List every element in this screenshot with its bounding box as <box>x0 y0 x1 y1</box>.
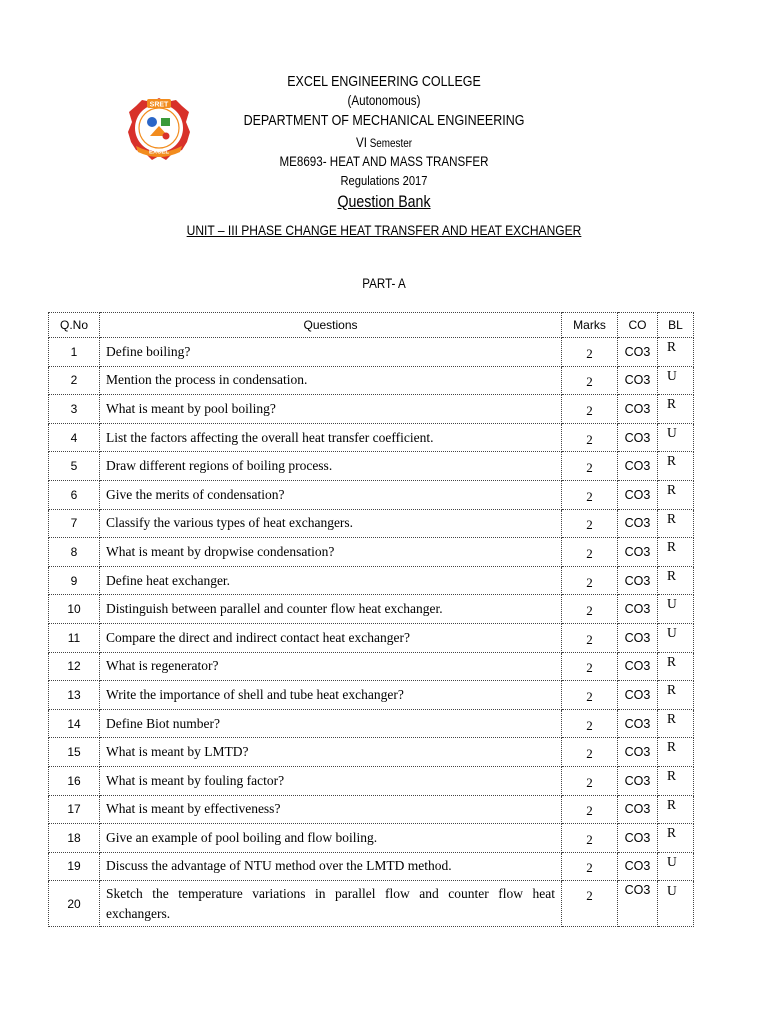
question-text: Mention the process in condensation. <box>100 366 562 395</box>
table-row <box>49 881 694 927</box>
question-co: CO3 <box>618 623 658 652</box>
question-text: Define Biot number? <box>100 709 562 738</box>
question-marks: 2 <box>562 852 618 881</box>
table-row <box>49 652 694 681</box>
question-bl: U <box>658 423 694 452</box>
question-text: Sketch the temperature variations in parallel flow and counter flow heat exchangers. <box>100 881 562 927</box>
question-co: CO3 <box>618 338 658 367</box>
question-bl: R <box>658 452 694 481</box>
table-row <box>49 852 694 881</box>
question-bl: R <box>658 566 694 595</box>
question-number: 19 <box>49 852 100 881</box>
question-text: What is meant by fouling factor? <box>100 766 562 795</box>
question-marks: 2 <box>562 795 618 824</box>
question-co: CO3 <box>618 681 658 710</box>
question-text: What is meant by effectiveness? <box>100 795 562 824</box>
question-text: What is meant by dropwise condensation? <box>100 538 562 567</box>
question-number: 4 <box>49 423 100 452</box>
question-marks: 2 <box>562 452 618 481</box>
question-bl: R <box>658 509 694 538</box>
question-marks: 2 <box>562 595 618 624</box>
question-text: What is meant by LMTD? <box>100 738 562 767</box>
question-marks: 2 <box>562 881 618 927</box>
question-number: 5 <box>49 452 100 481</box>
table-row <box>49 452 694 481</box>
question-bl: U <box>658 595 694 624</box>
semester-number: VI <box>355 135 367 150</box>
course-title: ME8693- HEAT AND MASS TRANSFER <box>279 154 489 169</box>
question-co: CO3 <box>618 509 658 538</box>
unit-title: UNIT – III PHASE CHANGE HEAT TRANSFER AND HEAT EXCHANGER <box>186 222 582 238</box>
table-row <box>49 480 694 509</box>
autonomous-label: (Autonomous) <box>347 93 421 108</box>
table-row <box>49 681 694 710</box>
question-number: 10 <box>49 595 100 624</box>
question-co: CO3 <box>618 881 658 927</box>
logo-globe-icon <box>147 117 157 127</box>
question-text: List the factors affecting the overall heat transfer coefficient. <box>100 423 562 452</box>
question-text: Compare the direct and indirect contact heat exchanger? <box>100 623 562 652</box>
question-co: CO3 <box>618 395 658 424</box>
question-number: 11 <box>49 623 100 652</box>
question-number: 2 <box>49 366 100 395</box>
question-marks: 2 <box>562 652 618 681</box>
question-bl: U <box>658 852 694 881</box>
question-marks: 2 <box>562 824 618 853</box>
question-text: Give the merits of condensation? <box>100 480 562 509</box>
question-bl: R <box>658 480 694 509</box>
question-co: CO3 <box>618 480 658 509</box>
question-co: CO3 <box>618 652 658 681</box>
header-questions: Questions <box>100 313 562 338</box>
table-row <box>49 366 694 395</box>
table-row <box>49 395 694 424</box>
table-row <box>49 738 694 767</box>
question-marks: 2 <box>562 738 618 767</box>
question-co: CO3 <box>618 423 658 452</box>
question-bl: R <box>658 766 694 795</box>
question-marks: 2 <box>562 480 618 509</box>
question-co: CO3 <box>618 538 658 567</box>
question-marks: 2 <box>562 509 618 538</box>
question-text: What is regenerator? <box>100 652 562 681</box>
table-row <box>49 824 694 853</box>
semester-word: Semester <box>366 138 413 150</box>
question-text: Draw different regions of boiling process. <box>100 452 562 481</box>
question-table <box>48 312 694 927</box>
table-row <box>49 623 694 652</box>
question-co: CO3 <box>618 766 658 795</box>
question-marks: 2 <box>562 766 618 795</box>
table-header-row <box>49 313 694 338</box>
question-bl: U <box>658 366 694 395</box>
question-bl: R <box>658 395 694 424</box>
college-logo <box>124 96 194 162</box>
question-bl: U <box>658 881 694 927</box>
part-label: PART- A <box>362 276 406 291</box>
question-marks: 2 <box>562 338 618 367</box>
question-number: 7 <box>49 509 100 538</box>
question-bl: R <box>658 681 694 710</box>
table-row <box>49 595 694 624</box>
question-marks: 2 <box>562 709 618 738</box>
question-bl: R <box>658 738 694 767</box>
question-co: CO3 <box>618 595 658 624</box>
question-co: CO3 <box>618 824 658 853</box>
question-bl: R <box>658 795 694 824</box>
question-marks: 2 <box>562 395 618 424</box>
question-number: 14 <box>49 709 100 738</box>
question-text: Distinguish between parallel and counter flow heat exchanger. <box>100 595 562 624</box>
question-marks: 2 <box>562 538 618 567</box>
logo-gear-icon <box>163 133 170 140</box>
question-number: 13 <box>49 681 100 710</box>
question-co: CO3 <box>618 852 658 881</box>
college-name: EXCEL ENGINEERING COLLEGE <box>287 74 481 90</box>
table-row <box>49 538 694 567</box>
question-number: 9 <box>49 566 100 595</box>
question-number: 1 <box>49 338 100 367</box>
question-text: Define heat exchanger. <box>100 566 562 595</box>
header-marks: Marks <box>562 313 618 338</box>
question-marks: 2 <box>562 623 618 652</box>
question-bl: R <box>658 709 694 738</box>
question-bl: R <box>658 824 694 853</box>
question-co: CO3 <box>618 709 658 738</box>
question-text: Classify the various types of heat exchangers. <box>100 509 562 538</box>
regulations-label: Regulations 2017 <box>340 173 428 188</box>
question-marks: 2 <box>562 681 618 710</box>
question-co: CO3 <box>618 366 658 395</box>
question-number: 12 <box>49 652 100 681</box>
question-marks: 2 <box>562 423 618 452</box>
table-row <box>49 423 694 452</box>
question-number: 17 <box>49 795 100 824</box>
question-bl: R <box>658 652 694 681</box>
question-number: 16 <box>49 766 100 795</box>
logo-book-icon <box>161 118 170 126</box>
question-marks: 2 <box>562 366 618 395</box>
question-marks: 2 <box>562 566 618 595</box>
question-text: What is meant by pool boiling? <box>100 395 562 424</box>
table-row <box>49 566 694 595</box>
question-number: 8 <box>49 538 100 567</box>
question-bl: R <box>658 538 694 567</box>
document-title: Question Bank <box>337 193 431 211</box>
table-row <box>49 709 694 738</box>
header-qno: Q.No <box>49 313 100 338</box>
header-co: CO <box>618 313 658 338</box>
question-co: CO3 <box>618 566 658 595</box>
question-number: 6 <box>49 480 100 509</box>
question-text: Write the importance of shell and tube heat exchanger? <box>100 681 562 710</box>
logo-top-text: SRET <box>149 101 169 109</box>
question-number: 15 <box>49 738 100 767</box>
question-co: CO3 <box>618 738 658 767</box>
question-number: 3 <box>49 395 100 424</box>
question-number: 20 <box>49 881 100 927</box>
table-row <box>49 795 694 824</box>
table-row <box>49 766 694 795</box>
header-bl: BL <box>658 313 694 338</box>
question-text: Give an example of pool boiling and flow boiling. <box>100 824 562 853</box>
logo-bottom-text: EXCEL <box>148 149 170 156</box>
table-row <box>49 338 694 367</box>
question-bl: U <box>658 623 694 652</box>
question-co: CO3 <box>618 795 658 824</box>
department-name: DEPARTMENT OF MECHANICAL ENGINEERING <box>243 113 525 129</box>
question-text: Define boiling? <box>100 338 562 367</box>
question-co: CO3 <box>618 452 658 481</box>
question-number: 18 <box>49 824 100 853</box>
question-text: Discuss the advantage of NTU method over the LMTD method. <box>100 852 562 881</box>
table-row <box>49 509 694 538</box>
question-bl: R <box>658 338 694 367</box>
